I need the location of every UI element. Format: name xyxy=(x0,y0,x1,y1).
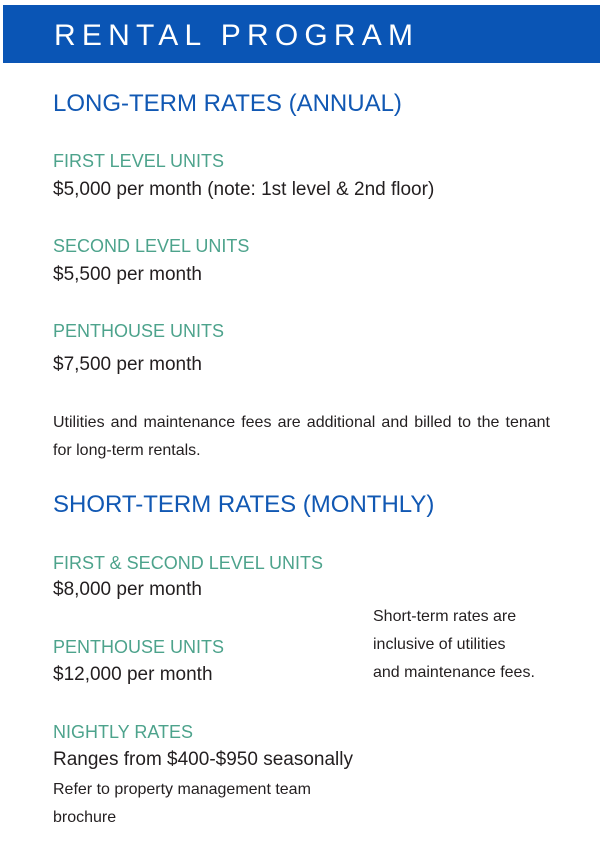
short-term-section-title: SHORT-TERM RATES (MONTHLY) xyxy=(53,491,435,518)
nightly-rates-note-line-1: Refer to property management team xyxy=(53,781,311,798)
second-level-units-rate: $5,500 per month xyxy=(53,264,202,285)
nightly-rates-range: Ranges from $400-$950 seasonally xyxy=(53,749,353,770)
first-level-units-heading: FIRST LEVEL UNITS xyxy=(53,151,225,171)
header-bar xyxy=(3,5,600,63)
short-term-note-line-3: and maintenance fees. xyxy=(373,664,535,681)
short-term-note-line-1: Short-term rates are xyxy=(373,608,517,625)
first-level-units-rate: $5,000 per month (note: 1st level & 2nd floor) xyxy=(53,179,435,200)
second-level-units-heading: SECOND LEVEL UNITS xyxy=(53,236,250,256)
short-term-note-line-2: inclusive of utilities xyxy=(373,636,506,653)
nightly-rates-note-line-2: brochure xyxy=(53,809,117,826)
nightly-rates-heading: NIGHTLY RATES xyxy=(53,722,194,742)
penthouse-units-heading: PENTHOUSE UNITS xyxy=(53,321,225,341)
long-term-section-title: LONG-TERM RATES (ANNUAL) xyxy=(53,90,402,117)
short-term-penthouse-heading: PENTHOUSE UNITS xyxy=(53,637,225,657)
first-second-level-units-heading: FIRST & SECOND LEVEL UNITS xyxy=(53,553,324,573)
penthouse-units-rate: $7,500 per month xyxy=(53,354,202,375)
page-title: RENTAL PROGRAM xyxy=(54,19,420,52)
long-term-note: Utilities and maintenance fees are additional and billed to the tenant for long-term rentals. xyxy=(53,414,550,459)
first-second-level-units-rate: $8,000 per month xyxy=(53,579,202,600)
short-term-penthouse-rate: $12,000 per month xyxy=(53,664,213,685)
